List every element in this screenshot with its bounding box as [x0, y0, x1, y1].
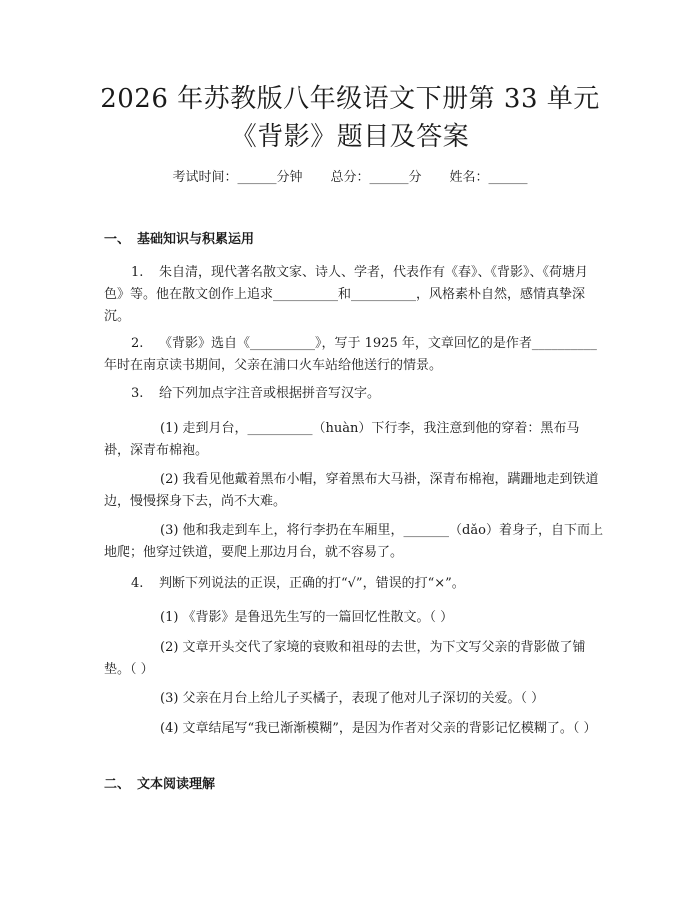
section-heading-1 — [104, 231, 254, 249]
section-heading-2 — [104, 776, 215, 794]
question-number: 3. — [131, 386, 144, 401]
question-3 — [104, 383, 604, 405]
question-3-sub-2: (2) 我看见他戴着黑布小帽，穿着黑布大马褂，深青布棉袍，蹒跚地走到铁道边，慢慢探身下去，尚不大难。 — [104, 472, 599, 509]
section-title: 基础知识与积累运用 — [137, 232, 255, 247]
question-number: 2. — [131, 336, 144, 351]
exam-name: 姓名：______ — [449, 170, 528, 185]
question-1 — [104, 262, 604, 328]
document-title-line2: 《背影》题目及答案 — [230, 122, 470, 152]
question-number: 4. — [131, 576, 144, 591]
question-number: 1. — [131, 265, 144, 280]
question-3-sub-3: (3) 他和我走到车上，将行李扔在车厢里，_______（dǎo）着身子，自下而上地爬；他穿过铁道，要爬上那边月台，就不容易了。 — [104, 523, 603, 560]
question-4 — [104, 573, 604, 595]
question-4-sub-2: (2) 文章开头交代了家境的衰败和祖母的去世，为下文写父亲的背影做了铺垫。（ ） — [104, 640, 586, 677]
exam-meta — [0, 169, 700, 187]
question-text: 朱自清，现代著名散文家、诗人、学者，代表作有《春》、《背影》、《荷塘月色》等。他在散文创作上追求__________和__________，风格素朴自然，感情真挚深沉。 — [104, 265, 589, 324]
question-3-sub-1: (1) 走到月台，__________（huàn）下行李，我注意到他的穿着：黑布马褂，深青布棉袍。 — [104, 421, 580, 458]
exam-score: 总分：______分 — [330, 170, 422, 185]
section-number: 二、 — [104, 777, 131, 792]
question-2 — [104, 333, 604, 377]
question-text: 给下列加点字注音或根据拼音写汉字。 — [159, 386, 381, 401]
exam-time: 考试时间：______分钟 — [172, 170, 303, 185]
document-title-line1: 2026 年苏教版八年级语文下册第 33 单元 — [100, 84, 600, 114]
question-text: 判断下列说法的正误，正确的打“√”，错误的打“×”。 — [159, 576, 465, 591]
question-4-sub-1: (1) 《背影》是鲁迅先生写的一篇回忆性散文。（ ） — [160, 610, 454, 625]
question-4-sub-4: (4) 文章结尾写“我已渐渐模糊”，是因为作者对父亲的背影记忆模糊了。（ ） — [160, 721, 597, 736]
section-number: 一、 — [104, 232, 131, 247]
question-text: 《背影》选自《__________》，写于 1925 年，文章回忆的是作者__________年时在南京读书期间，父亲在浦口火车站给他送行的情景。 — [104, 336, 597, 373]
question-4-sub-3: (3) 父亲在月台上给儿子买橘子，表现了他对儿子深切的关爱。（ ） — [160, 691, 545, 706]
section-title: 文本阅读理解 — [137, 777, 216, 792]
